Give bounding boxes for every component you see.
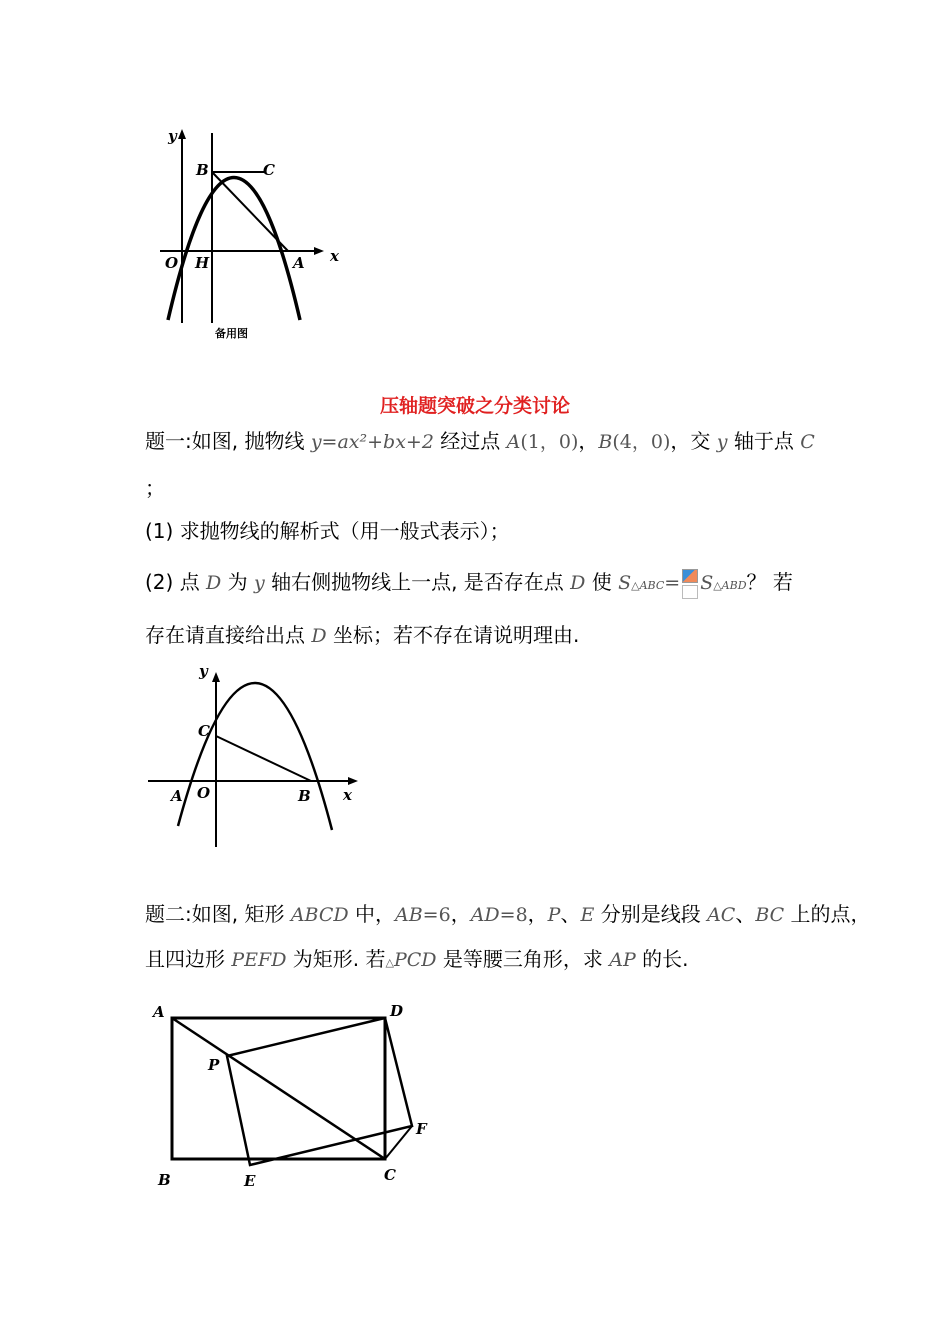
figure-2-parabola <box>140 660 370 855</box>
q1-p2-S2: S <box>700 572 714 594</box>
label-x: x <box>330 247 339 265</box>
q2-AB: AB <box>394 904 423 926</box>
q1-y: y <box>716 431 728 453</box>
q2-l2-a: 且四边形 <box>145 947 232 971</box>
label-x: x <box>343 786 352 804</box>
label-O: O <box>197 784 211 802</box>
q2-BC: BC <box>755 904 785 926</box>
q1-p2-d: 使 <box>585 570 619 594</box>
q1-equation: y=ax²+bx+2 <box>310 431 434 453</box>
q2-triangle-symbol: △ <box>385 956 394 969</box>
label-E: E <box>244 1172 256 1190</box>
q1-tail: 轴于点 <box>727 429 801 453</box>
q2-l1-b: 中， <box>348 902 395 926</box>
q1-point-A-coord: (1，0) <box>520 431 579 453</box>
q1-point-C: C <box>800 431 815 453</box>
q1-p2-D: D <box>206 572 222 594</box>
q2-AC: AC <box>707 904 736 926</box>
label-F: F <box>416 1120 427 1138</box>
q1-p2-c: 轴右侧抛物线上一点, 是否存在点 <box>264 570 571 594</box>
q2-sep2: ， <box>527 902 548 926</box>
q1-mid2: ，交 <box>670 429 717 453</box>
q2-l1-c: 分别是线段 <box>594 902 708 926</box>
q1-p2-y: y <box>254 572 265 594</box>
q2-dun2: 、 <box>735 902 756 926</box>
q1-line-semicolon: ； <box>145 476 165 500</box>
q1-p2-f: 存在请直接给出点 <box>145 623 312 647</box>
label-A: A <box>293 254 305 272</box>
q2-AD-val: =8 <box>499 904 528 926</box>
q1-p2-e: ？ 若 <box>746 570 793 594</box>
label-P: P <box>208 1056 220 1074</box>
q2-sep1: ， <box>450 902 471 926</box>
label-C: C <box>263 161 275 179</box>
q2-P: P <box>547 904 561 926</box>
q1-p2-sub-abd: △ABD <box>713 579 747 592</box>
q2-line-1 <box>145 900 871 929</box>
page-title: 压轴题突破之分类讨论 <box>379 395 570 417</box>
q2-E: E <box>580 904 595 926</box>
diagonal-AC <box>172 1018 385 1159</box>
q1-line-1 <box>145 427 815 456</box>
q2-l2-b: 为矩形. 若 <box>286 947 386 971</box>
figure-3-rectangle <box>150 995 440 1195</box>
q1-p2-S1: S <box>618 572 632 594</box>
q1-part-2-line-2 <box>145 621 579 650</box>
q1-p2-a: (2) 点 <box>145 570 207 594</box>
y-axis-arrow-icon <box>178 129 186 139</box>
segment-CB <box>216 736 311 781</box>
label-H: H <box>195 254 210 272</box>
q2-AP: AP <box>609 949 636 971</box>
q2-line-2 <box>145 945 689 977</box>
label-C: C <box>198 722 210 740</box>
label-C: C <box>384 1166 396 1184</box>
q1-part-2-line-1 <box>145 568 793 600</box>
q1-point-B-coord: (4，0) <box>612 431 671 453</box>
q1-p2-D2: D <box>570 572 586 594</box>
q1-part-1: (1) 求抛物线的解析式（用一般式表示）； <box>145 519 510 543</box>
q2-AB-val: =6 <box>422 904 451 926</box>
q1-sep: ， <box>578 429 599 453</box>
label-A: A <box>153 1003 165 1021</box>
label-B: B <box>196 161 209 179</box>
parabola-curve <box>178 683 332 830</box>
figure-caption: 备用图 <box>215 327 248 340</box>
q1-p2-sub-abc: △ABC <box>631 579 665 592</box>
q2-l1-a: 题二:如图, 矩形 <box>145 902 291 926</box>
label-y: y <box>168 127 177 145</box>
q2-l2-c: 是等腰三角形，求 <box>436 947 610 971</box>
q1-p2-D3: D <box>311 625 327 647</box>
q2-AD: AD <box>470 904 500 926</box>
q1-prefix: 题一:如图, 抛物线 <box>145 429 311 453</box>
y-axis-arrow-icon <box>212 672 220 682</box>
q2-PEFD: PEFD <box>231 949 287 971</box>
label-O: O <box>165 254 179 272</box>
label-D: D <box>390 1002 404 1020</box>
q2-dun1: 、 <box>560 902 581 926</box>
q1-p2-eq: = <box>664 572 681 594</box>
q2-PCD: PCD <box>393 949 437 971</box>
label-B: B <box>158 1171 171 1189</box>
label-B: B <box>298 787 311 805</box>
label-y: y <box>199 662 208 680</box>
q2-l2-d: 的长. <box>635 947 689 971</box>
q2-l1-d: 上的点， <box>784 902 871 926</box>
label-A: A <box>171 787 183 805</box>
figure-1-parabola <box>150 125 350 345</box>
q1-mid1: 经过点 <box>433 429 507 453</box>
x-axis-arrow-icon <box>348 777 358 785</box>
fraction-image-icon <box>682 569 698 599</box>
q1-p2-g: 坐标；若不存在请说明理由. <box>326 623 580 647</box>
x-axis-arrow-icon <box>314 247 324 255</box>
parabola-curve <box>168 178 300 321</box>
q1-p2-b: 为 <box>221 570 254 594</box>
q2-ABCD: ABCD <box>290 904 349 926</box>
q1-point-B: B <box>598 431 613 453</box>
q1-point-A: A <box>506 431 521 453</box>
